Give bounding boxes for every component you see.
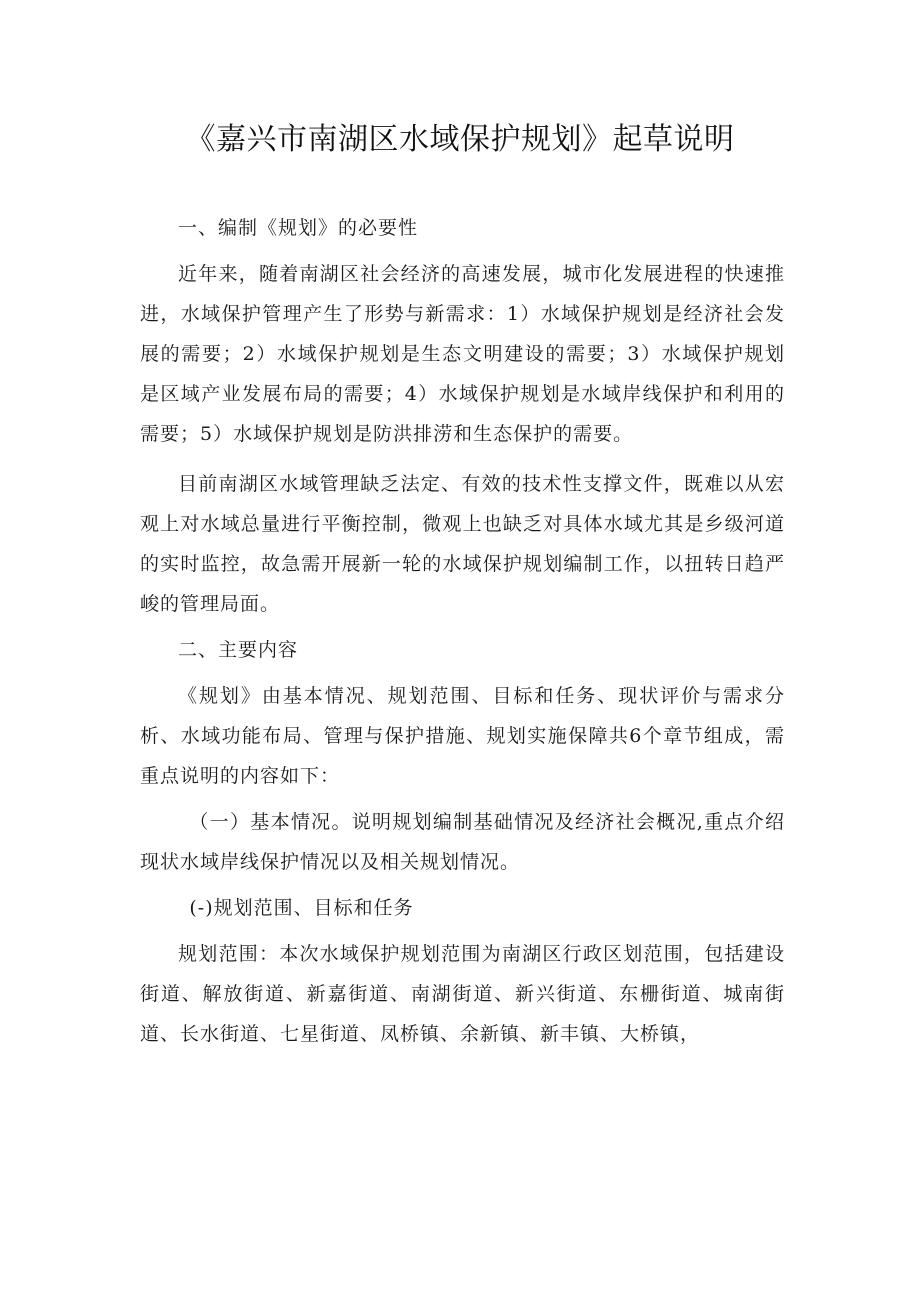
subsection-basic-info: （一）基本情况。说明规划编制基础情况及经济社会概况,重点介绍现状水域岸线保护情况以及相关规划情况。 [140, 811, 785, 873]
section-heading-2: 二、主要内容 [178, 639, 299, 661]
subsection-scope-heading: (-)规划范围、目标和任务 [189, 897, 414, 919]
document-title: 《嘉兴市南湖区水域保护规划》起草说明 [185, 122, 735, 157]
paragraph-main-content: 《规划》由基本情况、规划范围、目标和任务、现状评价与需求分析、水域功能布局、管理与保护措施、规划实施保障共6个章节组成，需重点说明的内容如下： [140, 685, 785, 787]
document-body [140, 208, 785, 1054]
paragraph-necessity: 近年来，随着南湖区社会经济的高速发展，城市化发展进程的快速推进，水域保护管理产生了形势与新需求：1）水域保护规划是经济社会发展的需要；2）水域保护规划是生态文明建设的需要；3）水域保护规划是区域产业发展布局的需要；4）水域保护规划是水域岸线保护和利用的需要；5）水域保护规划是防洪排涝和生态保护的需要。 [140, 263, 785, 445]
paragraph-current-status: 目前南湖区水域管理缺乏法定、有效的技术性支撑文件，既难以从宏观上对水域总量进行平衡控制，微观上也缺乏对具体水域尤其是乡级河道的实时监控，故急需开展新一轮的水域保护规划编制工作，以扭转日趋严峻的管理局面。 [140, 473, 785, 615]
paragraph-planning-scope: 规划范围：本次水域保护规划范围为南湖区行政区划范围，包括建设街道、解放街道、新嘉街道、南湖街道、新兴街道、东栅街道、城南街道、长水街道、七星街道、凤桥镇、余新镇、新丰镇、大桥镇， [140, 943, 785, 1045]
section-heading-1: 一、编制《规划》的必要性 [178, 217, 419, 239]
